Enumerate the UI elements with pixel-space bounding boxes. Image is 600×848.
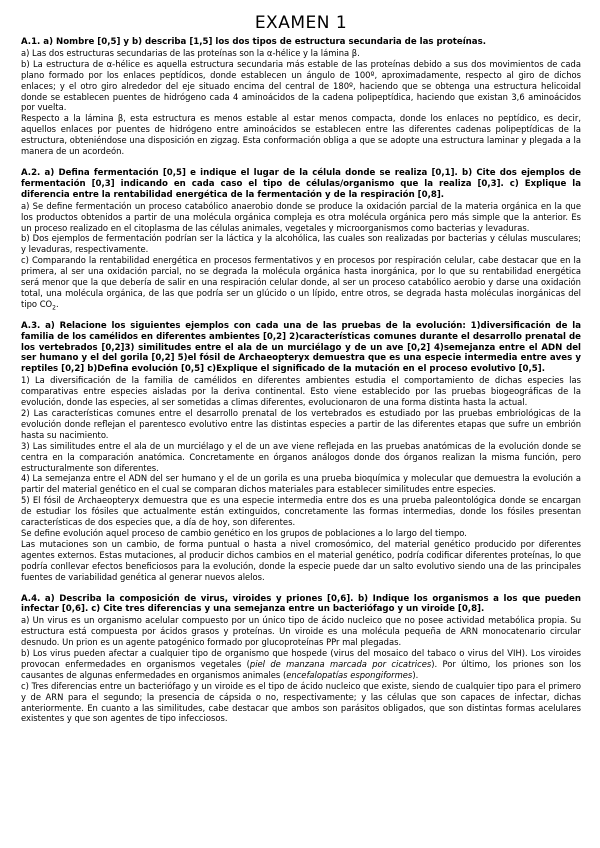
question-a3-prompt: A.3. a) Relacione los siguientes ejemplos con cada una de las pruebas de la evolución: 1)diversificación de la familia de los camélidos en diferentes ambientes [0,2] 2)características comunes durante el desarrollo prenatal de los vertebrados [0,2]3) similitudes entre el ala de un murciélago y de un ave [0,2] 4)semejanza entre el ADN del ser humano y el del gorila [0,2] 5)el fósil de Archaeopteryx demuestra que es una especie intermedia entre aves y reptiles [0,2] b)Defina evolución [0,5] c)Explique el significado de la mutación en el proceso evolutivo [0,5]. bbox=[21, 320, 581, 375]
co2-subscript: 2 bbox=[52, 304, 56, 312]
answer-a2-c-tail: . bbox=[55, 298, 59, 309]
answer-a3-3: 3) Las similitudes entre el ala de un murciélago y el de un ave viene reflejada en las pruebas anatómicas de la evolución donde se centra en la comparación anatómica. Concretamente en órganos análogos donde dos órganos realizan la misma función, pero estructuralmente son diferentes. bbox=[21, 440, 581, 473]
answer-a4-b-text: b) Los virus pueden afectar a cualquier tipo de organismo que hospede (virus del mosaico del tabaco o virus del VIH). Los viroides provocan enfermedades en organismos vegetales ( bbox=[21, 648, 581, 669]
answer-a4-b-end: ). bbox=[412, 669, 419, 680]
question-a3 bbox=[21, 321, 581, 583]
answer-a2-c bbox=[21, 255, 581, 310]
answer-a4-b-italic-2: encefalopatías espongiformes bbox=[286, 669, 413, 680]
answer-a4-b bbox=[21, 648, 581, 681]
answer-a3-4: 4) La semejanza entre el ADN del ser humano y el de un gorila es una prueba bioquímica y molecular que demuestra la evolución a partir del material genético en el cual se comparan dichos materiales para establecer similitudes entre especies. bbox=[21, 473, 581, 495]
answer-a2-a: a) Se define fermentación un proceso catabólico anaerobio donde se produce la oxidación parcial de la materia orgánica en la que los productos obtenidos a partir de una molécula orgánica compleja es otra molécula orgánica pero más simple que la anterior. Es un proceso realizado en el citoplasma de las células animales, vegetales y microorganismos como bacterias y levaduras. bbox=[21, 200, 581, 233]
answer-a3-1: 1) La diversificación de la familia de camélidos en diferentes ambientes estudia el comportamiento de dichas especies las comparativas entre especies aisladas por la deriva continental. Esto viene establecido por las pruebas biogeográficas de la evolución, donde las especies, al ser sometidas a climas diferentes, evolucionaron de una forma distinta hasta la actual. bbox=[21, 375, 581, 408]
question-a4-prompt: A.4. a) Describa la composición de virus, viroides y priones [0,6]. b) Indique los organismos a los que pueden infectar [0,6]. c) Cite tres diferencias y una semejanza entre un bacteriófago y un viroide [0,8]. bbox=[21, 593, 581, 615]
answer-a4-b-mid: ). Por último, los priones son los causantes de algunas enfermedades en organismos animales ( bbox=[21, 658, 581, 680]
answer-a3-mutation: Las mutaciones son un cambio, de forma puntual o hasta a nivel cromosómico, del material genético producido por diferentes agentes externos. Estas mutaciones, al producir dichos cambios en el material genético, podría codificar diferentes proteínas, lo que podría conllevar efectos beneficiosos para la evolución, donde la especie puede dar un salto evolutivo siendo una de las principales fuentes de variabilidad genética al generar nuevos alelos. bbox=[21, 538, 581, 582]
exam-title: EXAMEN 1 bbox=[254, 13, 348, 33]
answer-a1-a: a) Las dos estructuras secundarias de las proteínas son la α-hélice y la lámina β. bbox=[21, 47, 360, 58]
answer-a4-a: a) Un virus es un organismo acelular compuesto por un único tipo de ácido nucleico que no posee actividad metabólica propia. Su estructura está compuesta por ácidos grasos y proteínas. Un viroide es una molécula pequeña de ARN monocatenario circular desnudo. Un prion es un agente patogénico formado por glucoproteínas PPr mal plegadas. bbox=[21, 615, 581, 648]
question-a2-prompt: A.2. a) Defina fermentación [0,5] e indique el lugar de la célula donde se realiza [0,1]. b) Cite dos ejemplos de fermentación [0,3] indicando en cada caso el tipo de células/organismo que la realiza [0,3]. c) Explique la diferencia entre la rentabilidad energética de la fermentación y de la respiración [0,8]. bbox=[21, 167, 581, 200]
exam-page bbox=[21, 12, 581, 724]
answer-a1-b-cont: Respecto a la lámina β, esta estructura es menos estable al estar menos compacta, donde los enlaces no peptídico, es decir, aquellos enlaces por puentes de hidrógeno entre aminoácidos se establecen entre las diferentes cadenas polipeptídicas de la estructura, obteniéndose una disposición en zigzag. Esta conformación obliga a que se adopte una estructura laminar y plegada a la manera de un acordeón. bbox=[21, 113, 581, 157]
answer-a1-b: b) La estructura de α-hélice es aquella estructura secundaria más estable de las proteínas debido a sus dos movimientos de cada plano formado por los enlaces peptídicos, donde establecen un ángulo de 100º, aproximadamente, respecto al giro de dichos enlaces; y el otro giro alrededor del eje situado encima del central de 180º, haciendo que se obtenga una estructura helicoidal donde se establecen puentes de hidrógeno cada 4 aminoácidos de la cadena polipeptídica, haciendo que existan 3,6 aminoácidos por vuelta. bbox=[21, 58, 581, 113]
question-a1 bbox=[21, 37, 581, 157]
answer-a3-evolution: Se define evolución aquel proceso de cambio genético en los grupos de poblaciones a lo largo del tiempo. bbox=[21, 527, 467, 538]
answer-a3-5: 5) El fósil de Archaeopteryx demuestra que es una especie intermedia entre dos es una prueba paleontológica donde se encargan de estudiar los fósiles que actualmente están extinguidos, concretamente las formas intermedias, donde los fósiles presentan características de dos especies que, a día de hoy, son diferentes. bbox=[21, 495, 581, 528]
answer-a2-b: b) Dos ejemplos de fermentación podrían ser la láctica y la alcohólica, las cuales son realizadas por bacterias y células musculares; y levaduras, respectivamente. bbox=[21, 233, 581, 255]
answer-a3-2: 2) Las características comunes entre el desarrollo prenatal de los vertebrados es estudiado por las pruebas embriológicas de la evolución donde reflejan el parentesco evolutivo entre las distintas especies a partir de las diferentes etapas que sufre un embrión hasta su nacimiento. bbox=[21, 408, 581, 440]
question-a4 bbox=[21, 594, 581, 725]
answer-a4-c: c) Tres diferencias entre un bacteriófago y un viroide es el tipo de ácido nucleico que existe, siendo de cualquier tipo para el primero y de ARN para el segundo; la presencia de cápsida o no, respectivamente; y las células que son capaces de infectar, dichas anteriormente. En cuanto a las similitudes, cabe destacar que ambos son parásitos obligados, que son distintas formas acelulares existentes y que son agentes de tipo infecciosos. bbox=[21, 680, 581, 724]
answer-a4-b-italic-1: piel de manzana marcada por cicatrices bbox=[249, 658, 432, 669]
question-a2 bbox=[21, 168, 581, 310]
question-a1-prompt: A.1. a) Nombre [0,5] y b) describa [1,5] los dos tipos de estructura secundaria de las proteínas. bbox=[21, 37, 486, 47]
answer-a2-c-text: c) Comparando la rentabilidad energética en procesos fermentativos y en procesos por respiración celular, cabe destacar que en la primera, al ser una oxidación parcial, no se degrada la molécula orgánica hasta inorgánica, por lo que su rentabilidad energética será menor que la que debería de salir en una respiración celular donde, al ser un proceso catabólico aerobio y darse una oxidación total, una molécula orgánica, de las que podría ser un glúcido o un lípido, entre otros, se degrada hasta moléculas inorgánicas del tipo CO bbox=[21, 255, 581, 309]
